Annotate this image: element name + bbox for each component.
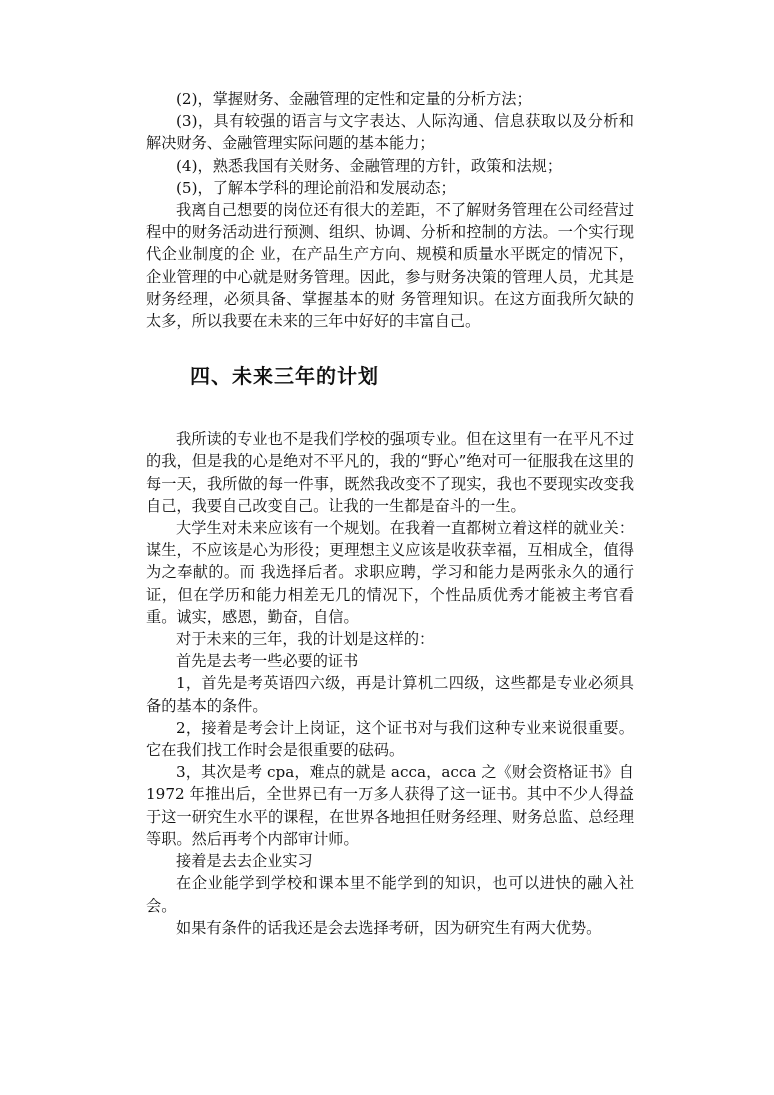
body-paragraph: 如果有条件的话我还是会去选择考研，因为研究生有两大优势。 — [176, 918, 602, 937]
body-paragraph: 2，接着是考会计上岗证，这个证书对与我们这种专业来说很重要。它在我们找工作时会是很重要的砝码。 — [146, 718, 634, 760]
body-paragraph: 在企业能学到学校和课本里不能学到的知识，也可以进快的融入社会。 — [146, 874, 634, 915]
intro-item-4: (4)，熟悉我国有关财务、金融管理的方针，政策和法规； — [176, 156, 563, 175]
intro-item-3: (3)，具有较强的语言与文字表达、人际沟通、信息获取以及分析和解决财务、金融管理实际问题的基本能力； — [146, 112, 634, 153]
gap-paragraph: 我离自己想要的岗位还有很大的差距，不了解财务管理在公司经营过程中的财务活动进行预测、组织、协调、分析和控制的方法。一个实行现代企业制度的企 业，在产品生产方向、规模和质量水平既定的情况下，企业管理的中心就是财务管理。因此，参与财务决策的管理人员，尤其是财务经理，必须具备、掌握基本的财 务管理知识。在这方面我所欠缺的太多，所以我要在未来的三年中好好的丰富自己。 — [146, 201, 634, 331]
body-paragraph: 1，首先是考英语四六级，再是计算机二四级，这些都是专业必须具备的基本的条件。 — [146, 674, 634, 715]
intro-item-5: (5)，了解本学科的理论前沿和发展动态； — [176, 178, 456, 197]
body-paragraph: 对于未来的三年，我的计划是这样的： — [176, 630, 435, 649]
document-page — [146, 88, 634, 939]
intro-item-2: (2)，掌握财务、金融管理的定性和定量的分析方法； — [176, 90, 532, 108]
body-paragraph: 接着是去去企业实习 — [176, 852, 313, 871]
body-paragraph: 3，其次是考 cpa，难点的就是 acca，acca 之《财会资格证书》自 1972 年推出后，全世界已有一万多人获得了这一证书。其中不少人得益于这一研究生水平的课程，在世界各地担任财务经理、财务总监、总经理等职。然后再考个内部审计师。 — [146, 763, 634, 848]
section-heading: 四、未来三年的计划 — [190, 364, 379, 389]
body-paragraph: 我所读的专业也不是我们学校的强项专业。但在这里有一在平凡不过的我，但是我的心是绝对不平凡的，我的“野心”绝对可一征服我在这里的每一天，我所做的每一件事，既然我改变不了现实，我也不要现实改变我自己，我要自己改变自己。让我的一生都是奋斗的一生。 — [146, 430, 634, 515]
body-paragraph: 首先是去考一些必要的证书 — [176, 652, 359, 671]
body-paragraph: 大学生对未来应该有一个规划。在我着一直都树立着这样的就业关：谋生，不应该是心为形役；更理想主义应该是收获幸福，互相成全，值得为之奉献的。而 我选择后者。求职应聘，学习和能力是两张永久的通行证，但在学历和能力相差无几的情况下，个性品质优秀才能被主考官看重。诚实，感恩，勤奋，自信。 — [146, 519, 634, 626]
